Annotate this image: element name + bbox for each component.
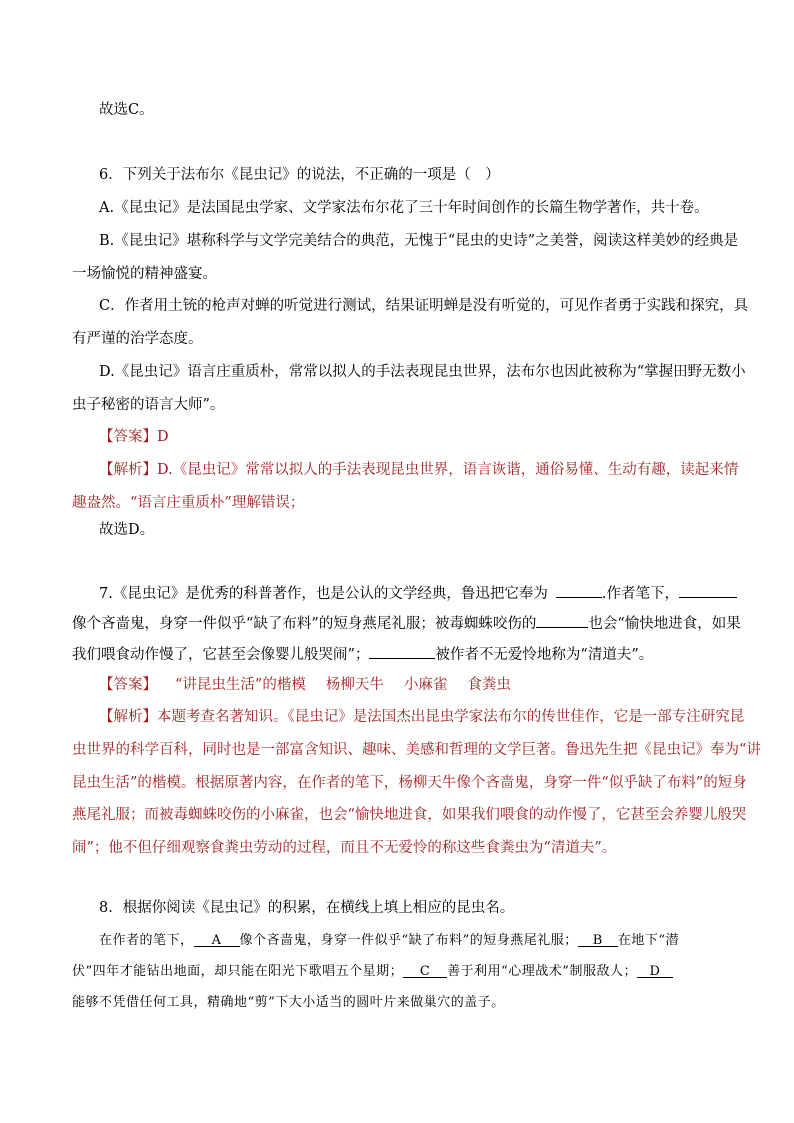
q8-stem: 8．根据你阅读《昆虫记》的积累，在横线上填上相应的昆虫名。 <box>99 900 515 916</box>
q7-text: 被作者不无爱怜地称为“清道夫”。 <box>435 647 654 663</box>
answer-tag: 【答案】 <box>99 677 157 693</box>
q6-option-b-line1: B.《昆虫记》堪称科学与文学完美结合的典范，无愧于“昆虫的史诗”之美誉，阅读这样美妙的经典是 <box>99 233 739 249</box>
q8-text: 在地下“潜 <box>617 933 679 948</box>
analysis-tag: 【解析】 <box>99 709 157 725</box>
q6-analysis-line1 <box>99 460 738 480</box>
q8-line3: 能够不凭借任何工具，精确地“剪”下大小适当的圆叶片来做巢穴的盖子。 <box>72 995 505 1010</box>
fill-blank <box>679 582 737 598</box>
q7-text: 我们喂食动作慢了，它甚至会像婴儿般哭闹”； <box>72 647 370 663</box>
answer-item: “讲昆虫生活”的楷模 <box>175 677 306 693</box>
q7-answer <box>99 675 511 695</box>
q7-analysis-line4: 燕尾礼服；而被毒蜘蛛咬伤的小麻雀，也会“愉快地进食，如果我们喂食的动作慢了，它甚至会养婴儿般哭 <box>72 807 747 823</box>
fill-blank <box>369 643 435 659</box>
q7-analysis-line5: 闹”；他不但仔细观察食粪虫劳动的过程，而且不无爱怜的称这些食粪虫为“清道夫”。 <box>72 840 617 856</box>
q7-line2 <box>72 612 741 634</box>
q8-line1 <box>99 931 679 951</box>
q6-conclusion: 故选D。 <box>99 522 155 538</box>
q8-text: 伏”四年才能钻出地面，却只能在阳光下歌唱五个星期； <box>72 964 404 979</box>
q6-stem: 6．下列关于法布尔《昆虫记》的说法，不正确的一项是（ ） <box>99 167 500 183</box>
analysis-text: D.《昆虫记》常常以拟人的手法表现昆虫世界，语言诙谐，通俗易懂、生动有趣，读起来情 <box>157 462 739 478</box>
q7-line1 <box>99 582 737 604</box>
fill-blank <box>536 612 588 628</box>
q6-option-c-line2: 有严谨的治学态度。 <box>72 331 203 347</box>
q6-option-d-line1: D.《昆虫记》语言庄重质朴，常常以拟人的手法表现昆虫世界，法布尔也因此被称为“掌握田野无数小 <box>99 364 746 380</box>
q6-option-b-line2: 一场愉悦的精神盛宴。 <box>72 266 217 282</box>
answer-item: 杨柳天牛 <box>325 677 384 693</box>
fill-blank-b: B <box>578 931 618 947</box>
q6-answer <box>99 427 169 447</box>
q7-analysis-line3: 昆虫生活”的楷模。根据原著内容，在作者的笔下，杨柳天牛像个吝啬鬼，身穿一件“似乎缺了布料”的短身 <box>72 775 747 791</box>
fill-blank <box>556 582 602 598</box>
fill-blank-a: A <box>194 931 240 947</box>
q7-text: 也会“愉快地进食，如果 <box>588 616 741 632</box>
q6-option-d-line2: 虫子秘密的语言大师”。 <box>72 397 225 413</box>
answer-value: D <box>157 429 169 445</box>
q6-option-c-line1: C．作者用土铳的枪声对蝉的听觉进行测试，结果证明蝉是没有听觉的，可见作者勇于实践和探究，具 <box>99 298 749 314</box>
q8-text: 像个吝啬鬼，身穿一件似乎“缺了布料”的短身燕尾礼服； <box>239 933 578 948</box>
q7-text: 像个吝啬鬼，身穿一件似乎“缺了布料”的短身燕尾礼服；被毒蜘蛛咬伤的 <box>72 616 537 632</box>
analysis-text: 本题考查名著知识。《昆虫记》是法国杰出昆虫学家法布尔的传世佳作，它是一部专注研究昆 <box>157 709 745 725</box>
q7-line3 <box>72 643 653 665</box>
analysis-tag: 【解析】 <box>99 462 157 478</box>
q7-analysis-line2: 虫世界的科学百科，同时也是一部富含知识、趣味、美感和哲理的文学巨著。鲁迅先生把《昆虫记》奉为“讲 <box>72 742 761 758</box>
fill-blank-c: C <box>403 962 447 978</box>
answer-tag: 【答案】 <box>99 429 157 445</box>
answer-item: 小麻雀 <box>403 677 448 693</box>
q8-text: 在作者的笔下， <box>99 933 194 948</box>
q8-text: 善于利用“心理战术”制服敌人； <box>447 964 637 979</box>
q5-conclusion: 故选C。 <box>99 102 154 118</box>
q6-analysis-line2: 趣盎然。“语言庄重质朴”理解错误； <box>72 495 305 511</box>
q7-text: 7.《昆虫记》是优秀的科普著作，也是公认的文学经典，鲁迅把它奉为 <box>99 586 548 602</box>
q7-analysis-line1 <box>99 707 744 727</box>
answer-item: 食粪虫 <box>467 677 511 693</box>
q6-option-a: A.《昆虫记》是法国昆虫学家、文学家法布尔花了三十年时间创作的长篇生物学著作，共十卷。 <box>99 200 709 216</box>
q7-text: .作者笔下， <box>601 586 679 602</box>
q8-line2 <box>72 962 673 982</box>
fill-blank-d: D <box>637 962 673 978</box>
